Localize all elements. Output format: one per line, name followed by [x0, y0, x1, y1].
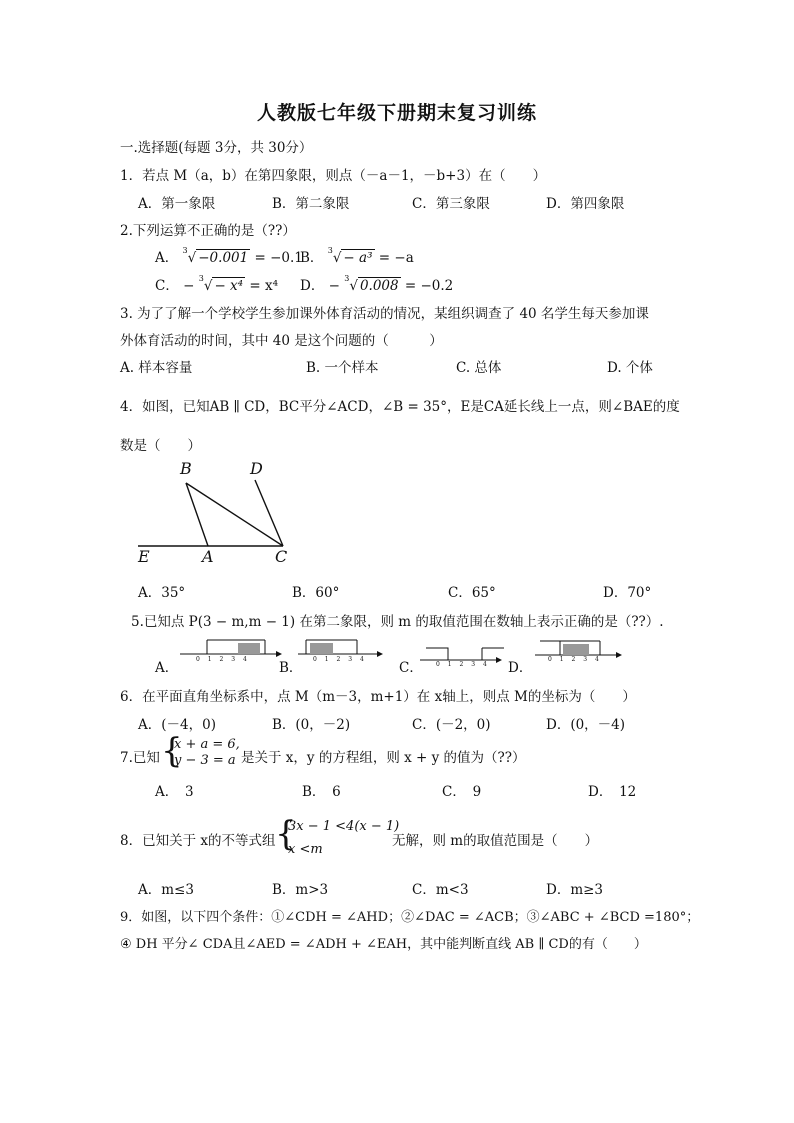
q4-option-d: D．70° [603, 585, 652, 601]
q4-stem-line2: 数是（ ） [120, 438, 201, 454]
q2-c-result: = x⁴ [249, 278, 279, 294]
label-a: A [202, 547, 214, 566]
q6-option-d: D．(0，－4) [546, 717, 626, 733]
q5-option-a-label: A． [155, 660, 179, 676]
q3-option-d: D. 个体 [607, 360, 653, 376]
q5-stem: 5.已知点 P(3 − m,m − 1) 在第二象限，则 m 的取值范围在数轴上表示正确的是（??）. [131, 614, 664, 630]
q2-d-label: D． [300, 278, 325, 294]
q6-option-a: A．(－4，0) [138, 717, 216, 733]
q5-option-d-label: D． [508, 660, 533, 676]
label-c: C [275, 547, 288, 566]
q8-inequality-2: x <m [288, 842, 323, 857]
q2-a-result: = −0.1 [254, 250, 303, 266]
q8-brace: { [275, 814, 297, 854]
q1-option-d: D．第四象限 [546, 196, 625, 212]
q8-prefix: 8．已知关于 x的不等式组 [120, 833, 276, 849]
q5-c-ticks: 0 1 2 3 4 [436, 661, 487, 668]
q5-option-b-label: B． [279, 660, 303, 676]
q1-option-a: A．第一象限 [138, 196, 216, 212]
q8-option-a: A．m≤3 [138, 882, 194, 898]
q2-d-prefix: − [328, 278, 340, 294]
q7-option-b: B． 6 [302, 784, 341, 800]
q7-option-a: A． 3 [155, 784, 194, 800]
q7-prefix: 7.已知 [120, 750, 160, 766]
q8-option-b: B．m>3 [272, 882, 329, 898]
q3-stem-line1: 3. 为了了解一个学校学生参加课外体育活动的情况，某组织调查了 40 名学生每天参加课 [120, 306, 649, 322]
q4-option-c: C．65° [448, 585, 496, 601]
q2-option-c: C． − $^3$√ − x⁴ = x⁴ [155, 274, 279, 294]
q5-a-ticks: 0 1 2 3 4 [196, 656, 247, 663]
q2-a-radicand: −0.001 [198, 250, 249, 266]
q7-equation-1: x + a = 6, [174, 737, 240, 752]
q9-stem-line1: 9．如图，以下四个条件：①∠CDH = ∠AHD；②∠DAC = ∠ACB；③∠ABC + ∠BCD =180°； [120, 910, 700, 925]
q7-equation-2: y − 3 = a [174, 753, 236, 768]
q2-c-label: C． [155, 278, 179, 294]
q8-suffix: 无解，则 m的取值范围是（ ） [392, 833, 599, 849]
q2-d-radicand: 0.008 [359, 278, 399, 294]
q4-stem-line1: 4．如图，已知AB ∥ CD，BC平分∠ACD，∠B = 35°，E是CA延长线上一点，则∠BAE的度 [120, 399, 680, 415]
q5-b-ticks: 0 1 2 3 4 [313, 656, 364, 663]
q6-stem: 6．在平面直角坐标系中，点 M（m－3，m+1）在 x轴上，则点 M的坐标为（ ） [120, 689, 636, 705]
q7-brace: { [161, 731, 183, 771]
q3-option-c: C. 总体 [456, 360, 502, 376]
q3-stem-line2: 外体育活动的时间，其中 40 是这个问题的（ ） [120, 333, 443, 349]
q2-d-result: = −0.2 [404, 278, 454, 294]
q9-stem-line2: ④ DH 平分∠ CDA且∠AED = ∠ADH + ∠EAH，其中能判断直线 AB ∥ CD的有（ ） [120, 937, 647, 952]
q6-option-b: B．(0，－2) [272, 717, 351, 733]
q2-option-d: D． − $^3$√ 0.008 = −0.2 [300, 274, 454, 294]
q4-option-b: B．60° [292, 585, 340, 601]
root-index: 3 [198, 274, 204, 283]
q8-option-c: C．m<3 [412, 882, 469, 898]
label-b: B [180, 459, 192, 478]
q6-option-c: C．(－2，0) [412, 717, 491, 733]
q2-stem: 2.下列运算不正确的是（??） [120, 223, 296, 239]
q5-option-c-label: C． [399, 660, 423, 676]
q4-option-a: A．35° [138, 585, 186, 601]
root-index: 3 [327, 246, 333, 255]
q2-b-label: B． [300, 250, 324, 266]
root-index: 3 [182, 246, 188, 255]
q2-a-label: A． [155, 250, 179, 266]
section-heading: 一.选择题(每题 3分，共 30分） [120, 140, 313, 156]
q2-c-radicand: − x⁴ [214, 278, 244, 294]
q7-option-c: C． 9 [442, 784, 482, 800]
q5-d-ticks: 0 1 2 3 4 [548, 656, 599, 663]
q3-option-b: B. 一个样本 [306, 360, 379, 376]
root-index: 3 [344, 274, 350, 283]
q1-option-b: B．第二象限 [272, 196, 350, 212]
page-title: 人教版七年级下册期末复习训练 [256, 102, 537, 124]
q2-option-a: A． $^3$√ −0.001 = −0.1 [155, 246, 303, 266]
label-e: E [138, 547, 150, 566]
q8-inequality-1: 3x − 1 <4(x − 1) [288, 819, 400, 834]
q2-b-result: = −a [378, 250, 414, 266]
q7-suffix: 是关于 x，y 的方程组，则 x + y 的值为（??） [241, 750, 526, 766]
q2-option-b: B． $^3$√ − a³ = −a [300, 246, 414, 266]
q2-b-radicand: − a³ [343, 250, 373, 266]
label-d: D [250, 459, 263, 478]
q7-option-d: D． 12 [588, 784, 637, 800]
q1-option-c: C．第三象限 [412, 196, 490, 212]
q8-option-d: D．m≥3 [546, 882, 604, 898]
q1-stem: 1．若点 M（a，b）在第四象限，则点（－a－1，－b+3）在（ ） [120, 168, 547, 184]
q2-c-prefix: − [183, 278, 195, 294]
q3-option-a: A. 样本容量 [120, 360, 193, 376]
